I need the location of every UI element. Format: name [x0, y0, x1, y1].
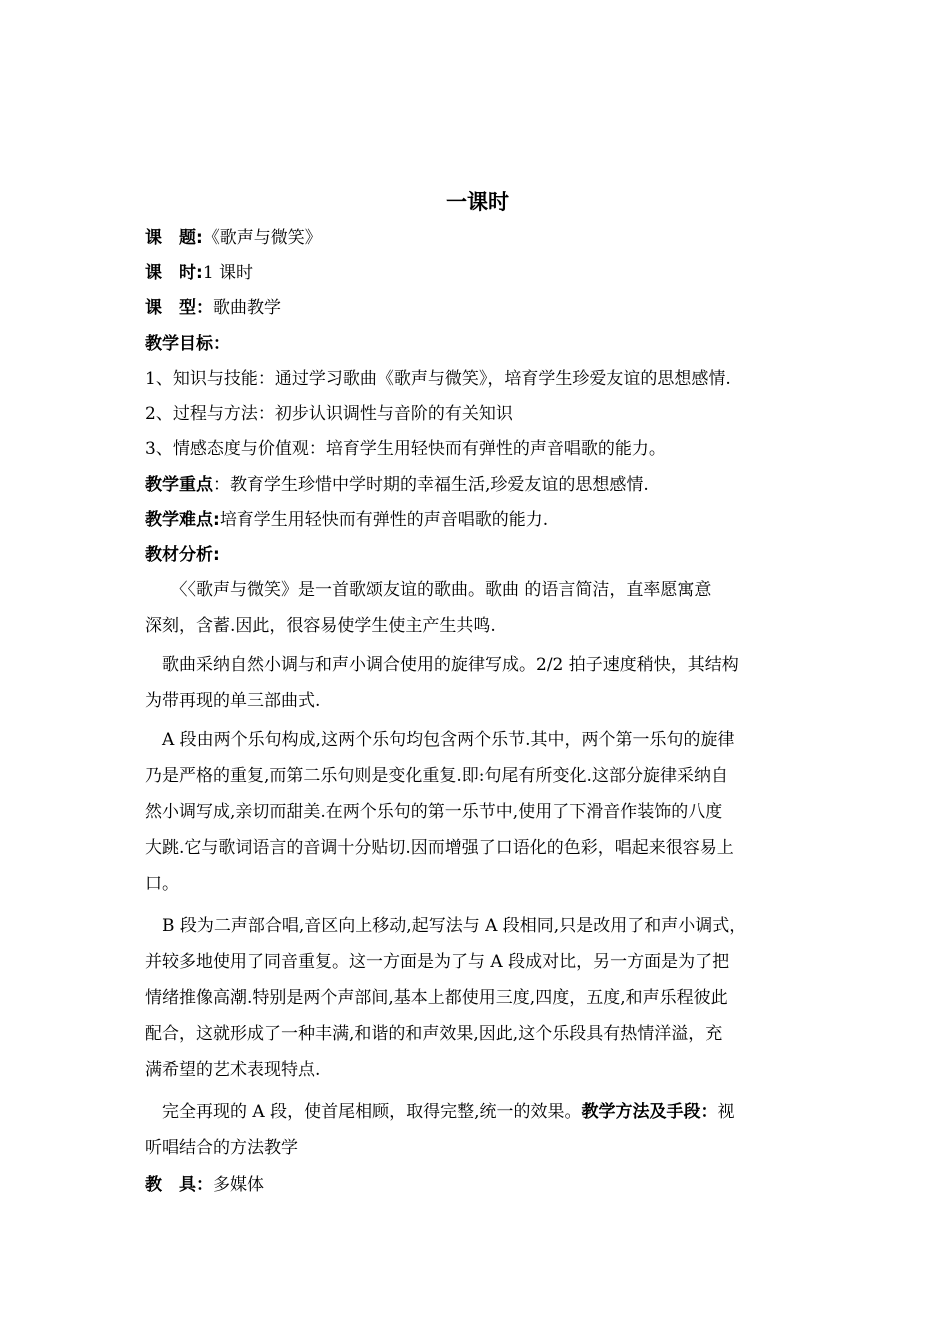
analysis-paragraph-4	[145, 908, 810, 1088]
text-line: 口。	[145, 874, 179, 894]
hours-line	[145, 261, 253, 285]
type-label: 课 型：	[145, 298, 213, 318]
type-line	[145, 296, 281, 320]
topic-label: 课 题:	[145, 228, 203, 248]
method-text-part1: 视	[717, 1102, 735, 1122]
text-line: 为带再现的单三部曲式.	[145, 691, 321, 711]
text-line: 配合，这就形成了一种丰满,和谐的和声效果,因此,这个乐段具有热情洋溢，充	[145, 1024, 723, 1044]
analysis-paragraph-2	[145, 647, 810, 719]
method-text-part2: 听唱结合的方法教学	[145, 1138, 298, 1158]
text-line: 〈〈歌声与微笑》是一首歌颂友谊的歌曲。歌曲 的语言简洁，直率愿寓意	[145, 580, 712, 600]
objectives-heading: 教学目标：	[145, 334, 230, 354]
text-line: 并较多地使用了同音重复。这一方面是为了与 A 段成对比，另一方面是为了把	[145, 952, 730, 972]
analysis-paragraph-3	[145, 722, 810, 902]
analysis-paragraph-5	[145, 1094, 810, 1166]
text-line: 满希望的艺术表现特点.	[145, 1060, 321, 1080]
hours-label: 课 时:	[145, 263, 203, 283]
page-title: 一课时	[446, 190, 509, 214]
key-point-label: 教学重点	[145, 475, 213, 495]
tools-line	[145, 1173, 264, 1197]
analysis-paragraph-1	[145, 572, 810, 644]
final-para-start: 完全再现的 A 段，使首尾相顾，取得完整,统一的效果。	[145, 1102, 582, 1122]
method-label: 教学方法及手段：	[581, 1102, 718, 1122]
text-line: 情绪推像高潮.特别是两个声部间,基本上都使用三度,四度，五度,和声乐程彼此	[145, 988, 728, 1008]
hours-value: 1 课时	[202, 263, 254, 283]
key-point-line	[145, 473, 649, 497]
difficulty-label: 教学难点:	[145, 510, 220, 530]
text-line: 然小调写成,亲切而甜美.在两个乐句的第一乐节中,使用了下滑音作装饰的八度	[145, 802, 723, 822]
text-line: 歌曲采纳自然小调与和声小调合使用的旋律写成。2/2 拍子速度稍快，其结构	[145, 655, 739, 675]
difficulty-text: 培育学生用轻快而有弹性的声音唱歌的能力.	[219, 510, 549, 530]
objective-item-1: 1、知识与技能：通过学习歌曲《歌声与微笑》，培育学生珍爱友谊的思想感情.	[145, 369, 731, 389]
text-line	[145, 1094, 810, 1130]
text-line: 深刻，含蓄.因此，很容易使学生使主产生共鸣.	[145, 616, 496, 636]
text-line: B 段为二声部合唱,音区向上移动,起写法与 A 段相同,只是改用了和声小调式，	[145, 916, 747, 936]
type-value: 歌曲教学	[213, 298, 281, 318]
tools-label: 教 具：	[145, 1175, 213, 1195]
tools-value: 多媒体	[213, 1175, 264, 1195]
text-line: 大跳.它与歌词语言的音调十分贴切.因而增强了口语化的色彩，唱起来很容易上	[145, 838, 734, 858]
text-line: A 段由两个乐句构成,这两个乐句均包含两个乐节.其中，两个第一乐句的旋律	[145, 730, 735, 750]
objective-item-3: 3、情感态度与价值观：培育学生用轻快而有弹性的声音唱歌的能力。	[145, 439, 666, 459]
analysis-heading: 教材分析:	[145, 545, 220, 565]
topic-line	[145, 226, 322, 250]
key-point-text: ：教育学生珍惜中学时期的幸福生活,珍爱友谊的思想感情.	[213, 475, 649, 495]
objective-item-2: 2、过程与方法：初步认识调性与音阶的有关知识	[145, 404, 513, 424]
topic-value: 《歌声与微笑》	[202, 228, 322, 248]
text-line: 乃是严格的重复,而第二乐句则是变化重复.即:句尾有所变化.这部分旋律采纳自	[145, 766, 728, 786]
difficulty-line	[145, 508, 548, 532]
